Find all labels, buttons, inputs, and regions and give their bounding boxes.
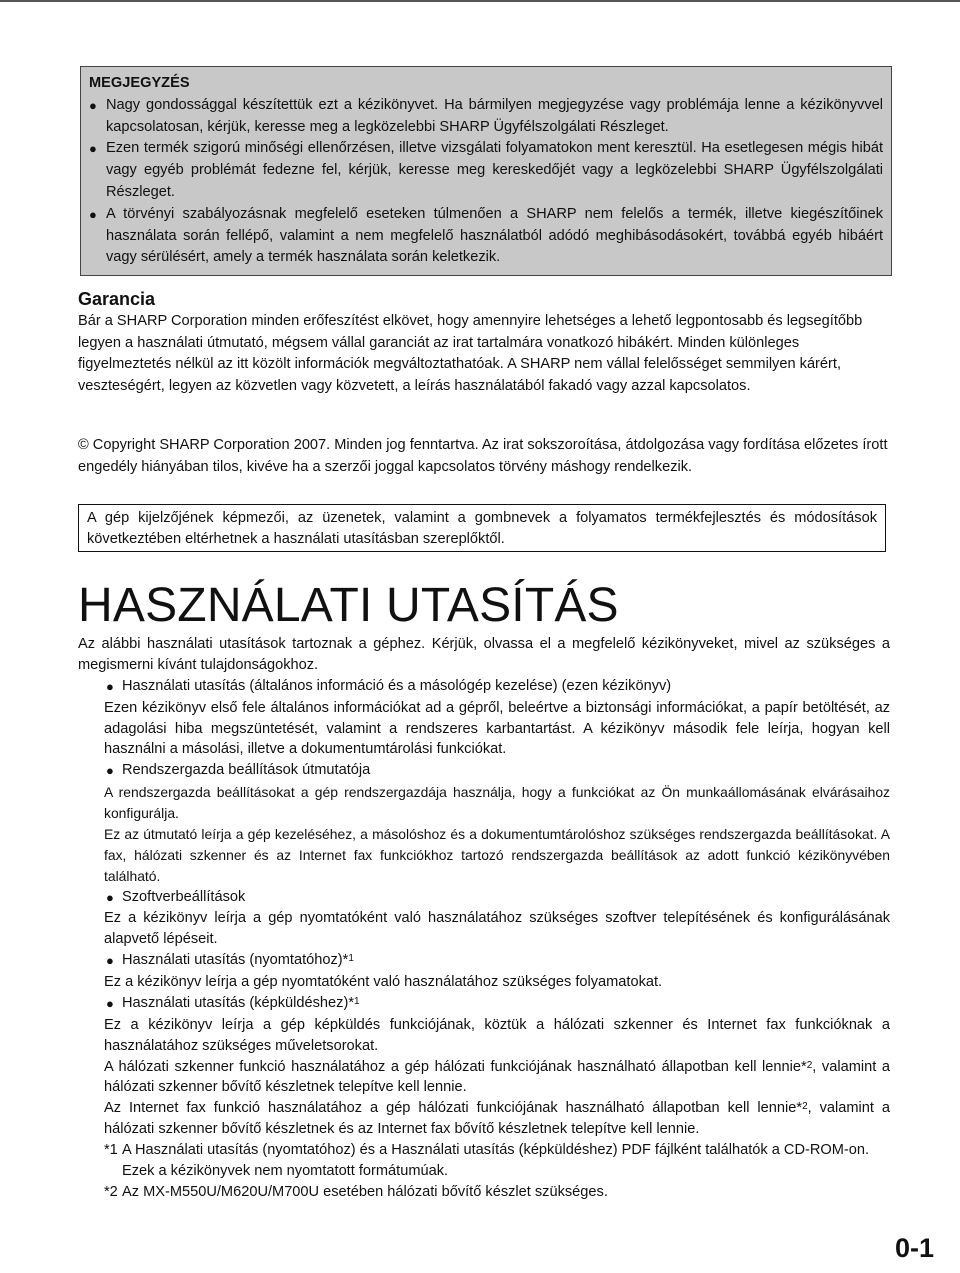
footnote-text: A Használati utasítás (nyomtatóhoz) és a Használati utasítás (képküldéshez) PDF fájlként találhatók a CD-ROM-on.: [122, 1142, 870, 1159]
page-number: 0-1: [894, 1233, 934, 1263]
bullet-icon: ●: [89, 97, 97, 113]
footnote-text: Az MX-M550U/M620U/M700U esetében hálózati bővítő készlet szükséges.: [122, 1184, 608, 1201]
notice-item-text: A törvényi szabályozásnak megfelelő eseteken túlmenően a SHARP nem felelős a termék, illetve kiegészítőinek használata során fellépő, valamint a nem megfelelő használatból adódó meghibásodásokért, továbbá egyéb hibáért vagy sérülésért, amely a termék használata során keletkezik.: [106, 205, 883, 266]
bullet-icon: ●: [89, 206, 97, 222]
footnote: [78, 1140, 890, 1182]
footnote-ref: 2: [802, 1101, 808, 1113]
manual-desc: Ez a kézikönyv leírja a gép nyomtatóként való használatához szükséges folyamatokat.: [104, 974, 663, 991]
intro-text: Az alábbi használati utasítások tartoznak a géphez. Kérjük, olvassa el a megfelelő kézikönyveket, mivel az szükséges a megismerni kívánt tulajdonságokhoz.: [78, 636, 890, 673]
footnote-ref: 1: [354, 995, 360, 1007]
manual-item-title: [78, 993, 890, 1015]
manual-desc: A rendszergazda beállításokat a gép rendszergazdája használja, hogy a funkciókat az Ön munkaállomásának elvárásaihoz konfigurálja.: [104, 784, 890, 822]
bullet-icon: ●: [106, 995, 114, 1011]
manual-desc: Ez az útmutató leírja a gép kezeléséhez, a másolóshoz és a dokumentumtárolóshoz szükséges rendszergazda beállításokat. A fax, hálózati szkenner és az Internet fax funkciókhoz tartozó rendszergazda beállítások az adott funkció kézikönyvében található.: [104, 825, 890, 884]
footnote-text: Ezek a kézikönyvek nem nyomtatott formátumúak.: [122, 1163, 449, 1180]
main-title: HASZNÁLATI UTASÍTÁS: [78, 579, 619, 632]
top-rule: [0, 0, 960, 2]
network-note: [78, 1098, 890, 1140]
notice-title: MEGJEGYZÉS: [89, 75, 190, 91]
warranty-heading: Garancia: [78, 289, 156, 309]
footnote: [78, 1182, 890, 1203]
footnote-ref: 1: [348, 953, 354, 965]
network-note-text: Az Internet fax funkció használatához a gép hálózati funkciójának használható állapotban kell lennie*: [104, 1100, 803, 1117]
network-note-tail: , valamint a hálózati szkenner bővítő készletnek telepítve kell lennie.: [104, 1058, 890, 1096]
footnote-mark: *1: [104, 1142, 118, 1159]
manual-item-title: [78, 887, 890, 909]
copyright-text: © Copyright SHARP Corporation 2007. Minden jog fenntartva. Az irat sokszoroítása, átdolgozása vagy fordítása előzetes írott engedély hiányában tilos, kivéve ha a szerzői joggal kapcsolatos törvény máshogy rendelkezik.: [78, 437, 888, 475]
bullet-icon: ●: [106, 763, 114, 779]
manual-title: Szoftverbeállítások: [122, 888, 246, 905]
manual-title: Használati utasítás (általános információ és a másológép kezelése) (ezen kézikönyv): [122, 677, 672, 694]
manual-title: Használati utasítás (nyomtatóhoz)*: [122, 952, 349, 969]
bullet-icon: ●: [89, 141, 97, 157]
manual-title: Rendszergazda beállítások útmutatója: [122, 762, 371, 779]
network-note-text: A hálózati szkenner funkció használatához a gép hálózati funkciójának használható állapotban kell lennie*: [104, 1058, 807, 1075]
notice-item-text: Ezen termék szigorú minőségi ellenőrzésen, illetve vizsgálati folyamatokon ment keresztül. Ha esetlegesen mégis hibát vagy egyéb problémát fedezne fel, kérjük, keresse meg kereskedőjét vagy a legközelebbi SHARP Ügyfélszolgálati Részleget.: [106, 140, 883, 200]
manual-title: Használati utasítás (képküldéshez)*: [122, 994, 354, 1011]
footnote-ref: 2: [806, 1059, 813, 1071]
manual-desc: Ezen kézikönyv első fele általános információkat ad a gépről, beleértve a biztonsági információkat, a papír betöltését, az adagolási hiba megszüntetését, valamint a rendszeres karbantartást. A kézikönyv második fele leírja, hogyan kell használni a másolási, illetve a dokumentumtárolási funkciókat.: [104, 699, 890, 758]
notice-box: [80, 66, 892, 276]
manual-desc: Ez a kézikönyv leírja a gép képküldés funkciójának, köztük a hálózati szkenner és Internet fax funkcióknak a használatához szükséges műveletsorokat.: [104, 1016, 890, 1054]
manual-item-title: [78, 950, 890, 972]
notice-item: [89, 138, 883, 203]
manual-list: [78, 634, 890, 1203]
bullet-icon: ●: [106, 678, 114, 694]
warranty-text: Bár a SHARP Corporation minden erőfeszítést elkövet, hogy amennyire lehetséges a lehető legpontosabb és legsegítőbb legyen a használati útmutató, mégsem vállal garanciát az irat tartalmára vonatkozó hibákért. Minden különleges figyelmeztetés nélkül az itt közölt információk megváltoztathatóak. A SHARP nem vállal felelősséget semmilyen kárért, veszteségért, legyen az közvetlen vagy közvetett, a leírás használatából fakadó vagy azzal kapcsolatos.: [78, 313, 863, 394]
network-note: [78, 1057, 890, 1099]
display-notice-box: A gép kijelzőjének képmezői, az üzenetek, valamint a gombnevek a folyamatos termékfejlesztés és módosítások következtében eltérhetnek a használati utasításban szereplőktől.: [78, 504, 886, 552]
footnote-mark: *2: [104, 1184, 118, 1201]
manual-item-title: [78, 676, 890, 698]
bullet-icon: ●: [106, 889, 114, 905]
bullet-icon: ●: [106, 953, 114, 969]
manual-item-title: [78, 760, 890, 782]
notice-item: [89, 95, 883, 139]
manual-desc: Ez a kézikönyv leírja a gép nyomtatóként való használatához szükséges szoftver telepítésének és konfigurálásának alapvető lépéseit.: [104, 910, 890, 948]
network-note-tail: , valamint a hálózati szkenner bővítő készletnek és az Internet fax bővítő készletnek telepítve kell lennie.: [104, 1100, 891, 1138]
notice-item-text: Nagy gondossággal készítettük ezt a kézikönyvet. Ha bármilyen megjegyzése vagy problémája lenne a kézikönyvvel kapcsolatosan, kérjük, keresse meg a legközelebbi SHARP Ügyfélszolgálati Részleget.: [106, 96, 883, 135]
notice-item: [89, 204, 883, 269]
